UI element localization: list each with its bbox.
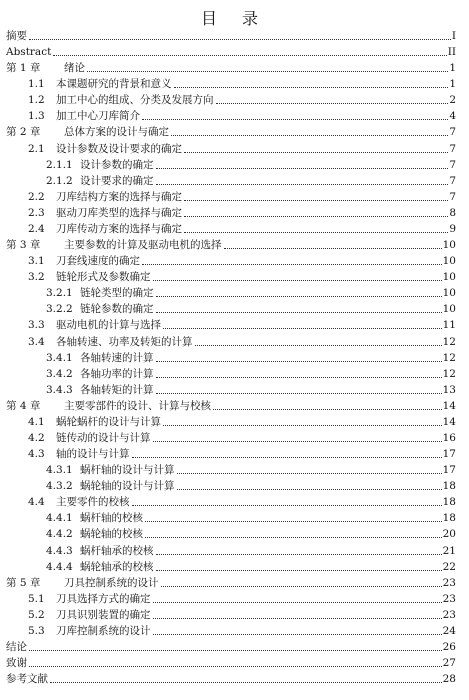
toc-entry-title: 驱动刀库类型的选择与确定 (56, 206, 182, 219)
toc-entry-page: 14 (442, 399, 456, 412)
page-title: 目 录 (200, 9, 269, 28)
toc-leader-dots (142, 263, 442, 265)
toc-entry-page: 23 (442, 608, 456, 621)
toc-entry-title: 驱动电机的计算与选择 (56, 319, 161, 332)
toc-entry-title: 各轴转速、功率及转矩的计算 (56, 335, 193, 348)
toc-leader-dots (145, 536, 442, 538)
toc-leader-dots (156, 553, 442, 555)
toc-entry-title: 蜗杆轴的校核 (80, 512, 143, 525)
toc-leader-dots (29, 649, 442, 651)
toc-entry-title: 绪论 (64, 62, 85, 75)
toc-entry-page: 7 (449, 142, 456, 155)
toc-entry-title: 轴的设计与计算 (56, 448, 130, 461)
toc-entry-title: 主要零部件的设计、计算与校核 (64, 399, 211, 412)
toc-entry-page: 10 (442, 239, 456, 252)
toc-entry-page: 12 (442, 367, 456, 380)
toc-entry-number: 第 1 章 (6, 62, 41, 75)
toc-leader-dots (132, 504, 442, 506)
toc-leader-dots (161, 585, 442, 587)
toc-leader-dots (50, 681, 442, 683)
toc-leader-dots (153, 617, 442, 619)
toc-entry-page: 10 (442, 287, 456, 300)
toc-entry-page: 23 (442, 576, 456, 589)
toc-entry-number: 第 5 章 (6, 576, 41, 589)
toc-entry-title: 加工中心刀库简介 (56, 110, 140, 123)
toc-leader-dots (224, 247, 442, 249)
toc-leader-dots (184, 215, 448, 217)
toc-leader-dots (184, 199, 448, 201)
toc-entry-page: 4 (449, 110, 456, 123)
toc-leader-dots (156, 392, 442, 394)
toc-entry-number: 2.2 (28, 190, 45, 203)
toc-leader-dots (132, 456, 442, 458)
toc-entry-page: 17 (442, 448, 456, 461)
toc-entry-page: 27 (442, 657, 456, 670)
toc-leader-dots (142, 118, 448, 120)
toc-entry-number: 2.1 (28, 142, 45, 155)
toc-entry-number: 4.4.2 (46, 528, 73, 541)
toc-entry-page: 7 (449, 126, 456, 139)
toc-entry-number: 4.3.1 (46, 464, 73, 477)
toc-entry-title: 参考文献 (6, 673, 48, 686)
toc-leader-dots (156, 167, 449, 169)
toc-entry-page: 26 (442, 641, 456, 654)
toc-entry-title: 刀具选择方式的确定 (56, 592, 151, 605)
toc-entry-title: 蜗轮轴的校核 (80, 528, 143, 541)
toc-entry-page: 7 (449, 158, 456, 171)
toc-entry-number: 3.2.2 (46, 303, 73, 316)
toc-entry-page: 28 (442, 673, 456, 686)
toc-entry-number: 3.1 (28, 255, 45, 268)
toc-entry-title: 摘要 (6, 30, 27, 42)
toc-entry-page: I (451, 30, 456, 42)
toc-entry-page: 17 (442, 464, 456, 477)
toc-entry-number: 1.2 (28, 94, 45, 107)
toc-entry-page: 16 (442, 432, 456, 444)
toc-entry-number: 5.3 (28, 624, 45, 637)
toc-entry-number: 2.1.2 (46, 174, 73, 187)
toc-entry-title: 总体方案的设计与确定 (64, 126, 169, 139)
toc-entry-number: 4.3 (28, 448, 45, 461)
toc-leader-dots (156, 569, 442, 571)
toc-leader-dots (195, 344, 442, 346)
toc-entry-title: 主要零件的校核 (56, 496, 130, 509)
toc-entry-page: 10 (442, 271, 456, 284)
toc-entry-number: 4.4 (28, 496, 45, 509)
toc-entry-page: II (447, 46, 456, 59)
toc-entry-page: 18 (442, 512, 456, 525)
toc-leader-dots (145, 520, 442, 522)
toc-entry-number: 第 2 章 (6, 126, 41, 139)
toc-entry-page: 24 (442, 624, 456, 637)
toc-entry-page: 1 (449, 62, 456, 75)
toc-leader-dots (29, 38, 451, 40)
toc-entry-title: 刀库传动方案的选择与确定 (56, 222, 182, 235)
toc-entry-page: 8 (449, 206, 456, 219)
toc-entry-title: 刀具识别装置的确定 (56, 608, 151, 621)
toc-entry-page: 20 (442, 528, 456, 541)
toc-leader-dots (171, 134, 448, 136)
toc-entry-title: 蜗轮轴承的校核 (80, 560, 154, 573)
toc-entry-page: 9 (449, 222, 456, 235)
toc-leader-dots (153, 279, 442, 281)
toc-entry-number: 3.4.2 (46, 367, 73, 380)
toc-entry-page: 10 (442, 255, 456, 268)
toc-entry-number: 3.4.1 (46, 351, 73, 364)
toc-entry-page: 12 (442, 351, 456, 364)
toc-entry-number: 4.4.4 (46, 560, 73, 573)
toc-entry-title: 刀库结构方案的选择与确定 (56, 190, 182, 203)
toc-entry-page: 7 (449, 174, 456, 187)
toc-leader-dots (153, 601, 442, 603)
toc-entry-number: 3.4.3 (46, 383, 73, 396)
toc-entry-number: 3.3 (28, 319, 45, 332)
toc-entry-title: 蜗杆轴的设计与计算 (80, 464, 175, 477)
toc-entry-number: 4.4.3 (46, 544, 73, 557)
toc-leader-dots (163, 327, 442, 329)
toc-leader-dots (156, 183, 449, 185)
toc-entry-number: 3.2 (28, 271, 45, 284)
toc-entry-number: 3.4 (28, 335, 45, 348)
toc-entry-page: 13 (442, 383, 456, 396)
toc-leader-dots (156, 360, 442, 362)
toc-entry-page: 12 (442, 335, 456, 348)
toc-entry-page: 22 (442, 560, 456, 573)
toc-entry-title: 刀具控制系统的设计 (64, 576, 159, 589)
toc-entry-title: 设计参数的确定 (80, 158, 154, 171)
toc-leader-dots (184, 151, 448, 153)
toc-entry[interactable] (6, 670, 456, 688)
toc-entry-title: 本课题研究的背景和意义 (56, 78, 172, 91)
toc-entry-title: 设计要求的确定 (80, 174, 154, 187)
toc-entry-title: 致谢 (6, 657, 27, 670)
toc-leader-dots (163, 424, 442, 426)
toc-leader-dots (177, 472, 442, 474)
toc-leader-dots (156, 295, 442, 297)
toc-leader-dots (156, 311, 442, 313)
toc-entry-title: 刀套线速度的确定 (56, 255, 140, 268)
toc-entry-title: 蜗杆轴承的校核 (80, 544, 154, 557)
toc-entry-number: 2.3 (28, 206, 45, 219)
toc-entry-page: 2 (449, 94, 456, 107)
toc-leader-dots (156, 376, 442, 378)
toc-entry-title: 蜗轮蜗杆的设计与计算 (56, 415, 161, 428)
toc-entry-title: 链轮参数的确定 (80, 303, 154, 316)
toc-entry-page: 14 (442, 415, 456, 428)
toc-entry-number: 第 3 章 (6, 239, 41, 252)
toc-entry-title: 各轴转矩的计算 (80, 383, 154, 396)
toc-entry-page: 10 (442, 303, 456, 316)
toc-entry-title: 链轮形式及参数确定 (56, 271, 151, 284)
toc-leader-dots (213, 408, 442, 410)
toc-entry-page: 1 (449, 78, 456, 91)
toc-entry-number: 4.1 (28, 415, 45, 428)
toc-entry-title: 加工中心的组成、分类及发展方向 (56, 94, 214, 107)
toc-leader-dots (184, 231, 448, 233)
toc-entry-number: 4.4.1 (46, 512, 73, 525)
toc-leader-dots (53, 54, 446, 56)
toc-entry-title: 刀库控制系统的设计 (56, 624, 151, 637)
toc-entry-page: 21 (442, 544, 456, 557)
toc-entry-number: 3.2.1 (46, 287, 73, 300)
toc-entry-number: 5.1 (28, 592, 45, 605)
toc-entry-title: 各轴转速的计算 (80, 351, 154, 364)
toc-leader-dots (153, 633, 442, 635)
toc-leader-dots (153, 440, 442, 442)
toc-entry-title: 链传动的设计与计算 (56, 432, 151, 444)
toc-entry-title: 设计参数及设计要求的确定 (56, 142, 182, 155)
toc-entry-page: 23 (442, 592, 456, 605)
toc-leader-dots (87, 70, 448, 72)
toc-entry-number: 4.2 (28, 432, 45, 444)
toc-leader-dots (29, 665, 442, 667)
toc-entry-title: Abstract (6, 46, 52, 59)
toc-entry-number: 1.1 (28, 78, 45, 91)
toc-entry-number: 2.1.1 (46, 158, 73, 171)
toc-leader-dots (216, 102, 449, 104)
toc-leader-dots (177, 488, 442, 490)
toc-entry-title: 链轮类型的确定 (80, 287, 154, 300)
toc-entry-number: 第 4 章 (6, 399, 41, 412)
toc-entry-title: 结论 (6, 641, 27, 654)
toc-entry-page: 18 (442, 496, 456, 509)
toc-entry-title: 主要参数的计算及驱动电机的选择 (64, 239, 222, 252)
toc-entry-title: 蜗轮轴的设计与计算 (80, 480, 175, 493)
toc-entry-number: 1.3 (28, 110, 45, 123)
toc-entry-number: 4.3.2 (46, 480, 73, 493)
toc-entry-page: 7 (449, 190, 456, 203)
toc-entry-page: 11 (442, 319, 456, 332)
toc-entry-number: 2.4 (28, 222, 45, 235)
toc-entry-number: 5.2 (28, 608, 45, 621)
toc-entry-page: 18 (442, 480, 456, 493)
toc-entry-title: 各轴功率的计算 (80, 367, 154, 380)
toc-leader-dots (174, 86, 449, 88)
